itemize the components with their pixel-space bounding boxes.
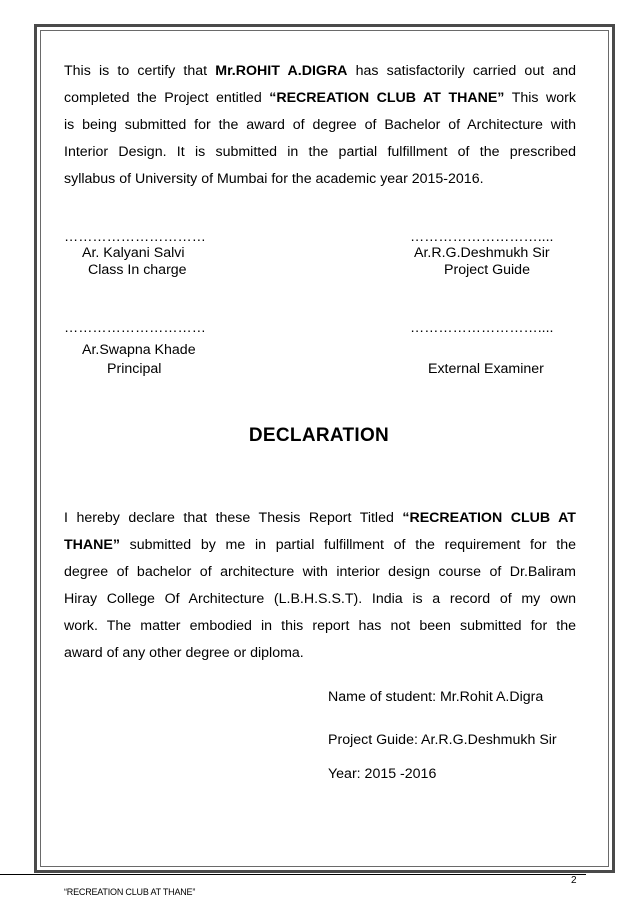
external-examiner-role: External Examiner: [428, 361, 544, 377]
signature-line-right: ………………………....: [410, 229, 554, 245]
principal-role: Principal: [107, 361, 162, 377]
signature-line-right: ………………………....: [410, 320, 554, 336]
page-number: 2: [571, 875, 577, 886]
declaration-line: work. The matter embodied in this report has not been submitted for the: [64, 618, 576, 634]
declaration-heading: DECLARATION: [248, 425, 390, 446]
student-name-bold: Mr.ROHIT A.DIGRA: [215, 63, 348, 79]
footer-divider: [0, 874, 586, 875]
class-incharge-name: Ar. Kalyani Salvi: [82, 245, 185, 261]
declaration-line: award of any other degree or diploma.: [64, 645, 304, 661]
project-guide-name: Ar.R.G.Deshmukh Sir: [414, 245, 550, 261]
signature-line-left: …………………………: [64, 229, 206, 245]
declaration-line: I hereby declare that these Thesis Report Titled “RECREATION CLUB AT: [64, 510, 576, 526]
certificate-line: syllabus of University of Mumbai for the academic year 2015-2016.: [64, 171, 484, 187]
declaration-paragraph: [64, 505, 576, 667]
declaration-line: degree of bachelor of architecture with interior design course of Dr.Baliram: [64, 564, 576, 580]
project-title-bold: “RECREATION CLUB AT: [402, 510, 576, 526]
signature-line-left: …………………………: [64, 320, 206, 336]
footer-title: “RECREATION CLUB AT THANE”: [64, 887, 196, 897]
project-guide: Project Guide: Ar.R.G.Deshmukh Sir: [328, 732, 557, 748]
project-title-bold: THANE”: [64, 537, 120, 553]
certificate-line: Interior Design. It is submitted in the partial fulfillment of the prescribed: [64, 144, 576, 160]
declaration-line: THANE” submitted by me in partial fulfillment of the requirement for the: [64, 537, 576, 553]
principal-name: Ar.Swapna Khade: [82, 342, 196, 358]
project-title-bold: “RECREATION CLUB AT THANE”: [269, 90, 505, 106]
declaration-line: Hiray College Of Architecture (L.B.H.S.S.T). India is a record of my own: [64, 591, 576, 607]
academic-year: Year: 2015 -2016: [328, 766, 437, 782]
certificate-line: is being submitted for the award of degree of Bachelor of Architecture with: [64, 117, 576, 133]
class-incharge-role: Class In charge: [88, 262, 187, 278]
student-name: Name of student: Mr.Rohit A.Digra: [328, 689, 544, 705]
certificate-line: This is to certify that Mr.ROHIT A.DIGRA has satisfactorily carried out and: [64, 63, 576, 79]
certificate-line: completed the Project entitled “RECREATION CLUB AT THANE” This work: [64, 90, 576, 106]
certificate-paragraph: [64, 58, 576, 193]
project-guide-role: Project Guide: [444, 262, 530, 278]
